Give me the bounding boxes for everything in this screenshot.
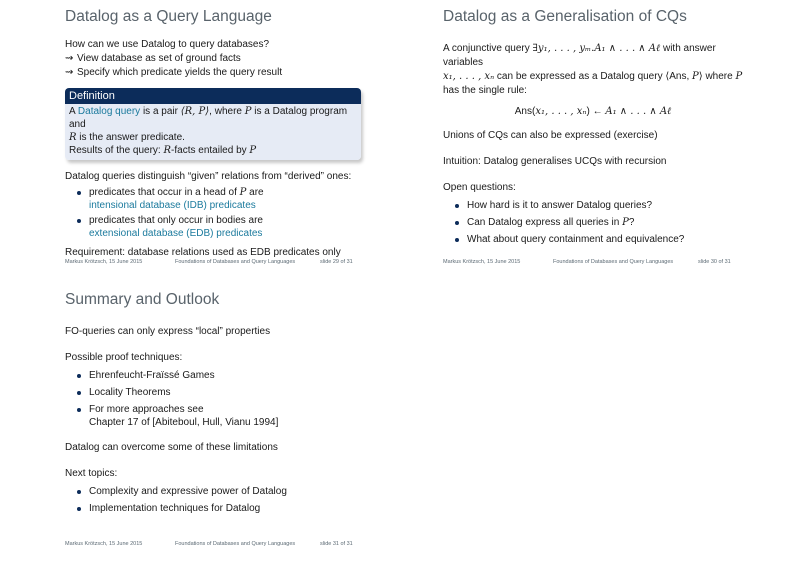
- footer-slide-number: slide 30 of 31: [698, 259, 731, 265]
- bullet-dot-icon: [77, 408, 81, 412]
- datalog-text: Datalog can overcome some of these limitations: [65, 442, 278, 453]
- open-questions-heading: Open questions:: [443, 182, 516, 193]
- footer-course: Foundations of Databases and Query Languages: [553, 259, 674, 265]
- distinguish-text: Datalog queries distinguish “given” relations from “derived” ones:: [65, 171, 352, 182]
- definition-box: [65, 88, 361, 160]
- definition-heading: Definition: [65, 88, 361, 104]
- definition-line: R is the answer predicate.: [69, 132, 185, 143]
- bullet-dot-icon: [77, 191, 81, 195]
- slide-body: [443, 42, 743, 246]
- definition-body: [65, 104, 361, 160]
- bullet-list: [65, 186, 365, 240]
- squiggly-right-arrow-icon: ⇝: [65, 53, 74, 64]
- footer-author: Markus Krötzsch, 15 June 2015: [65, 541, 143, 547]
- unions-text: Unions of CQs can also be expressed (exercise): [443, 130, 658, 141]
- list-item: Complexity and expressive power of Datalog: [65, 485, 365, 498]
- bullet-list: [65, 369, 365, 429]
- list-item: Implementation techniques for Datalog: [65, 502, 365, 515]
- bullet-dot-icon: [77, 507, 81, 511]
- slide-31: [0, 283, 380, 548]
- footer-author: Markus Krötzsch, 15 June 2015: [443, 259, 521, 265]
- bullet-dot-icon: [455, 221, 459, 225]
- bullet-dot-icon: [77, 374, 81, 378]
- footer-slide-number: slide 29 of 31: [320, 259, 353, 265]
- slide-29: [0, 0, 380, 265]
- edb-term: extensional database (EDB) predicates: [89, 228, 263, 239]
- definition-line: A Datalog query is a pair ⟨R, P⟩, where P is a Datalog program and: [69, 106, 348, 130]
- definition-line: Results of the query: R-facts entailed by P: [69, 145, 257, 156]
- slide-30: [377, 0, 757, 265]
- summary-text: FO-queries can only express “local” properties: [65, 326, 271, 337]
- idb-term: intensional database (IDB) predicates: [89, 200, 256, 211]
- bullet-dot-icon: [455, 238, 459, 242]
- footer-course: Foundations of Databases and Query Languages: [175, 541, 296, 547]
- slide-body: [65, 325, 365, 515]
- list-item: How hard is it to answer Datalog queries?: [443, 199, 743, 212]
- list-item: Locality Theorems: [65, 386, 365, 399]
- datalog-query-term: Datalog query: [77, 106, 141, 117]
- next-topics-heading: Next topics:: [65, 468, 118, 479]
- slide-body: [65, 38, 365, 260]
- bullet-dot-icon: [77, 219, 81, 223]
- bullet-list: [65, 485, 365, 515]
- list-item: What about query containment and equivalence?: [443, 233, 743, 246]
- cq-text: has the single rule:: [443, 85, 527, 96]
- slide-title: Summary and Outlook: [65, 291, 220, 308]
- squiggly-right-arrow-icon: ⇝: [65, 67, 74, 78]
- bullet-dot-icon: [77, 490, 81, 494]
- list-item: Can Datalog express all queries in P?: [443, 216, 743, 229]
- rule-formula: Ans(x₁, . . . , xₙ) ← A₁ ∧ . . . ∧ Aℓ: [514, 106, 672, 117]
- list-item: For more approaches see Chapter 17 of [Abiteboul, Hull, Vianu 1994]: [65, 403, 365, 429]
- cq-text: A conjunctive query ∃y₁, . . . , yₘ.A₁ ∧ . . . ∧ Aℓ with answer variables: [443, 43, 716, 68]
- slide-title: Datalog as a Query Language: [65, 8, 272, 25]
- slide-title: Datalog as a Generalisation of CQs: [443, 8, 687, 25]
- arrow-item: ⇝ Specify which predicate yields the query result: [65, 67, 283, 78]
- arrow-item: ⇝ View database as set of ground facts: [65, 53, 241, 64]
- footer-slide-number: slide 31 of 31: [320, 541, 353, 547]
- proof-techniques-heading: Possible proof techniques:: [65, 352, 183, 363]
- footer-course: Foundations of Databases and Query Languages: [175, 259, 296, 265]
- bullet-dot-icon: [77, 391, 81, 395]
- intuition-text: Intuition: Datalog generalises UCQs with recursion: [443, 156, 667, 167]
- intro-text: How can we use Datalog to query databases?: [65, 39, 270, 50]
- list-item: predicates that only occur in bodies are extensional database (EDB) predicates: [65, 214, 365, 240]
- bullet-dot-icon: [455, 204, 459, 208]
- bullet-list: [443, 199, 743, 246]
- list-item: predicates that occur in a head of P are intensional database (IDB) predicates: [65, 186, 365, 212]
- footer-author: Markus Krötzsch, 15 June 2015: [65, 259, 143, 265]
- cq-text: x₁, . . . , xₙ can be expressed as a Datalog query ⟨Ans, P⟩ where P: [443, 71, 743, 82]
- list-item: Ehrenfeucht-Fraïssé Games: [65, 369, 365, 382]
- requirement-text: Requirement: database relations used as EDB predicates only: [65, 247, 341, 258]
